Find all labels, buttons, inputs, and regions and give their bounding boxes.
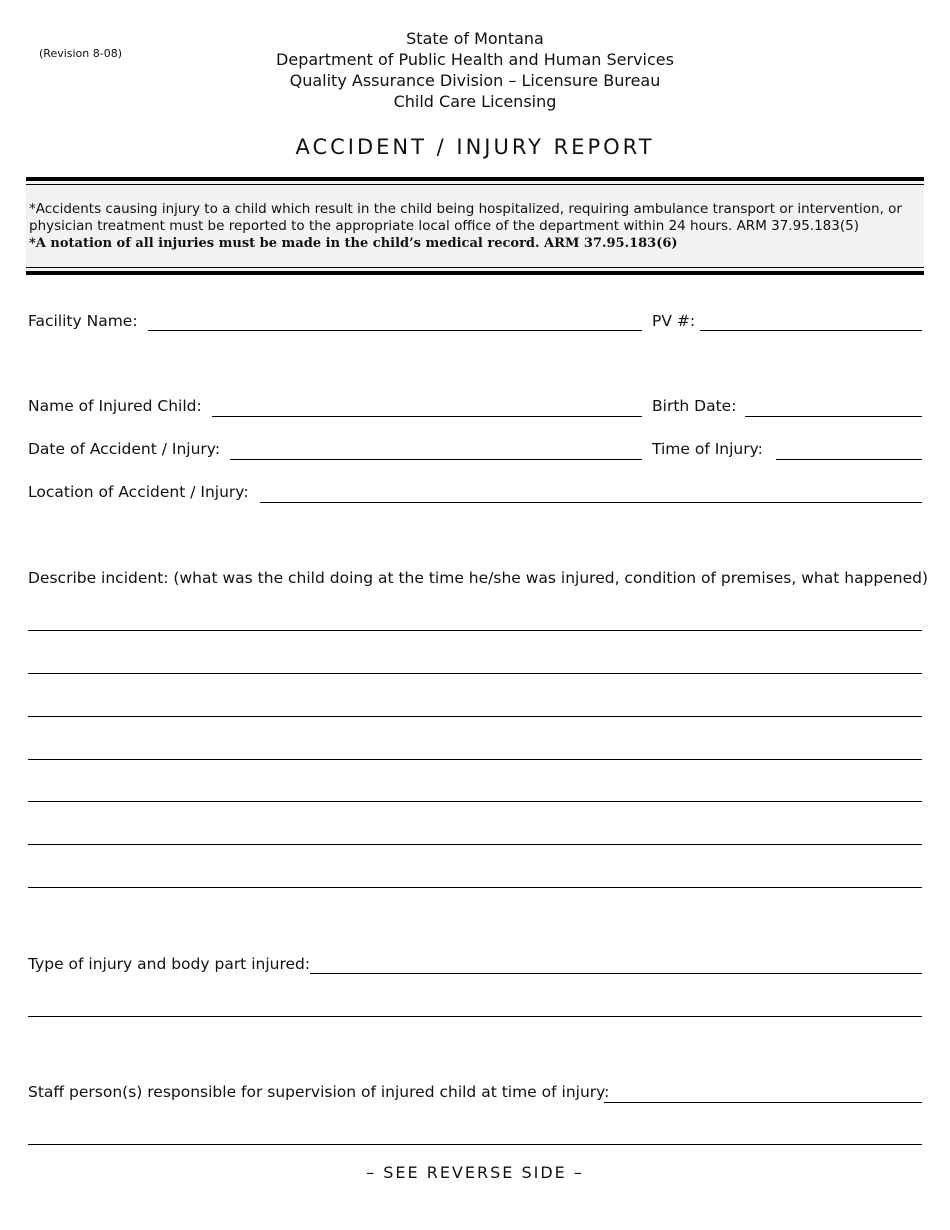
describe-incident-line[interactable] [28,759,922,760]
header-program: Child Care Licensing [393,92,557,111]
injury-type-label: Type of injury and body part injured: [28,955,311,973]
describe-incident-line[interactable] [28,801,922,802]
pv-number-label: PV #: [652,312,696,330]
birth-date-field[interactable] [745,416,922,417]
facility-name-label: Facility Name: [28,312,138,330]
describe-incident-line[interactable] [28,887,922,888]
describe-incident-line[interactable] [28,630,922,631]
child-name-label: Name of Injured Child: [28,397,202,415]
accident-date-label: Date of Accident / Injury: [28,440,221,458]
describe-incident-line[interactable] [28,673,922,674]
describe-incident-line[interactable] [28,716,922,717]
injury-time-field[interactable] [776,459,922,460]
describe-incident-line[interactable] [28,844,922,845]
injury-type-line[interactable] [28,1016,922,1017]
pv-number-field[interactable] [700,330,922,331]
notice-medical-record-text: *A notation of all injuries must be made in the child’s medical record. ARM 37.95.183(6) [29,236,678,251]
facility-name-field[interactable] [148,330,642,331]
see-reverse-side: – SEE REVERSE SIDE – [366,1163,584,1182]
header-division: Quality Assurance Division – Licensure Bureau [289,71,661,90]
notice-reporting-text: *Accidents causing injury to a child which result in the child being hospitalized, requiring ambulance transport or intervention, or physician treatment must be reported to the appropriate local office of the department within 24 hours. ARM 37.95.183(5) [29,201,902,234]
header-department: Department of Public Health and Human Services [276,50,674,69]
revision-label: (Revision 8-08) [39,47,123,60]
form-title: ACCIDENT / INJURY REPORT [295,135,655,159]
header-state: State of Montana [406,29,544,48]
location-field[interactable] [260,502,922,503]
birth-date-label: Birth Date: [652,397,737,415]
location-label: Location of Accident / Injury: [28,483,249,501]
staff-label: Staff person(s) responsible for supervision of injured child at time of injury: [28,1083,610,1101]
notice-box [26,177,924,275]
child-name-field[interactable] [212,416,642,417]
staff-field[interactable] [604,1102,922,1103]
injury-type-field[interactable] [310,973,922,974]
describe-incident-label: Describe incident: (what was the child doing at the time he/she was injured, condition of premises, what happened) [28,569,929,587]
accident-date-field[interactable] [230,459,642,460]
staff-line[interactable] [28,1144,922,1145]
agency-header [0,28,950,112]
injury-time-label: Time of Injury: [652,440,763,458]
